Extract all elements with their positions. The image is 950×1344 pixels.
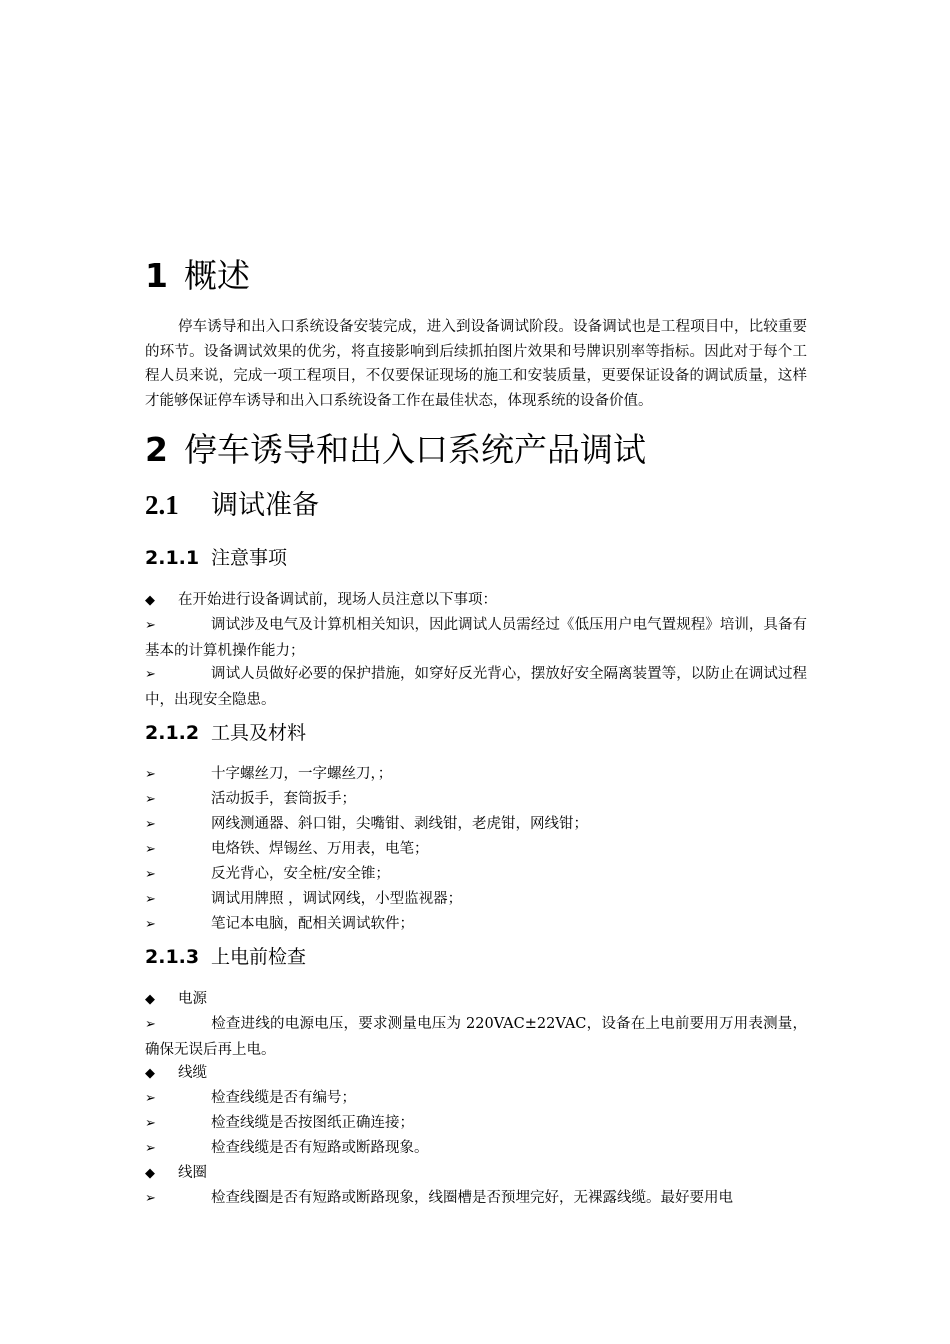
arrow-bullet-icon: ➢ [145, 667, 156, 682]
arrow-bullet-icon: ➢ [145, 792, 156, 807]
diamond-bullet-icon: ◆ [145, 593, 155, 608]
diamond-bullet-icon: ◆ [145, 1066, 155, 1081]
tool-item: ➢ 笔记本电脑，配相关调试软件； [145, 912, 807, 938]
arrow-bullet-icon: ➢ [145, 618, 156, 633]
overview-paragraph: 停车诱导和出入口系统设备安装完成，进入到设备调试阶段。设备调试也是工程项目中，比较重要的环节。设备调试效果的优劣，将直接影响到后续抓拍图片效果和号牌识别率等指标。因此对于每个工程人员来说，完成一项工程项目，不仅要保证现场的施工和安装质量，更要保证设备的调试质量，这样才能够保证停车诱导和出入口系统设备工作在最佳状态，体现系统的设备价值。 [145, 319, 807, 409]
check-group-title: ◆ 线圈 [145, 1161, 807, 1187]
list-item [145, 662, 807, 712]
list-item-text: 调试人员做好必要的保护措施，如穿好反光背心，摆放好安全隔离装置等，以防止在调试过程中，出现安全隐患。 [145, 666, 807, 708]
heading-2-1 [145, 488, 319, 523]
heading-number: 2.1 [145, 490, 179, 520]
tool-item: ➢ 调试用牌照 ，调试网线，小型监视器； [145, 887, 807, 913]
heading-number: 1 [145, 256, 168, 295]
list-item-text: 在开始进行设备调试前，现场人员注意以下事项： [178, 592, 497, 608]
heading-2-1-1 [145, 545, 287, 571]
diamond-bullet-icon: ◆ [145, 1166, 155, 1181]
arrow-bullet-icon: ➢ [145, 842, 156, 857]
list-item [145, 588, 807, 614]
arrow-bullet-icon: ➢ [145, 1017, 156, 1032]
arrow-bullet-icon: ➢ [145, 1116, 156, 1131]
check-group-title: ◆ 线缆 [145, 1061, 807, 1087]
tool-item: ➢ 电烙铁、焊锡丝、万用表，电笔； [145, 837, 807, 863]
heading-title: 概述 [183, 256, 250, 295]
check-item: ➢ 检查线缆是否有短路或断路现象。 [145, 1136, 807, 1162]
heading-title: 上电前检查 [211, 946, 307, 968]
heading-1-overview [145, 256, 250, 296]
tool-item: ➢ 十字螺丝刀，一字螺丝刀，； [145, 762, 807, 788]
check-item: ➢ 检查线圈是否有短路或断路现象，线圈槽是否预埋完好，无裸露线缆。最好要用电 [145, 1186, 807, 1212]
arrow-bullet-icon: ➢ [145, 867, 156, 882]
check-item: ➢ 检查线缆是否有编号； [145, 1086, 807, 1112]
heading-number: 2.1.1 [145, 547, 200, 569]
heading-2-1-3 [145, 944, 306, 970]
heading-title: 注意事项 [211, 547, 288, 569]
tool-item: ➢ 反光背心，安全桩/安全锥； [145, 862, 807, 888]
list-item-text: 调试涉及电气及计算机相关知识，因此调试人员需经过《低压用户电气置规程》培训，具备有基本的计算机操作能力； [145, 617, 807, 659]
heading-title: 停车诱导和出入口系统产品调试 [183, 430, 646, 469]
heading-2-1-2 [145, 720, 306, 746]
arrow-bullet-icon: ➢ [145, 1191, 156, 1206]
heading-2-debugging [145, 430, 646, 470]
tool-item: ➢ 活动扳手，套筒扳手； [145, 787, 807, 813]
heading-title: 工具及材料 [211, 722, 307, 744]
list-item [145, 613, 807, 663]
arrow-bullet-icon: ➢ [145, 817, 156, 832]
heading-number: 2.1.3 [145, 946, 200, 968]
arrow-bullet-icon: ➢ [145, 1141, 156, 1156]
check-item: ➢ 检查线缆是否按图纸正确连接； [145, 1111, 807, 1137]
tool-item: ➢ 网线测通器、斜口钳，尖嘴钳、剥线钳，老虎钳，网线钳； [145, 812, 807, 838]
heading-title: 调试准备 [211, 490, 319, 521]
arrow-bullet-icon: ➢ [145, 767, 156, 782]
diamond-bullet-icon: ◆ [145, 992, 155, 1007]
arrow-bullet-icon: ➢ [145, 917, 156, 932]
arrow-bullet-icon: ➢ [145, 892, 156, 907]
heading-number: 2 [145, 430, 168, 469]
check-item: ➢ 检查进线的电源电压，要求测量电压为 220VAC±22VAC，设备在上电前要用万用表测量，确保无误后再上电。 [145, 1012, 807, 1062]
heading-number: 2.1.2 [145, 722, 200, 744]
check-group-title: ◆ 电源 [145, 987, 807, 1013]
arrow-bullet-icon: ➢ [145, 1091, 156, 1106]
